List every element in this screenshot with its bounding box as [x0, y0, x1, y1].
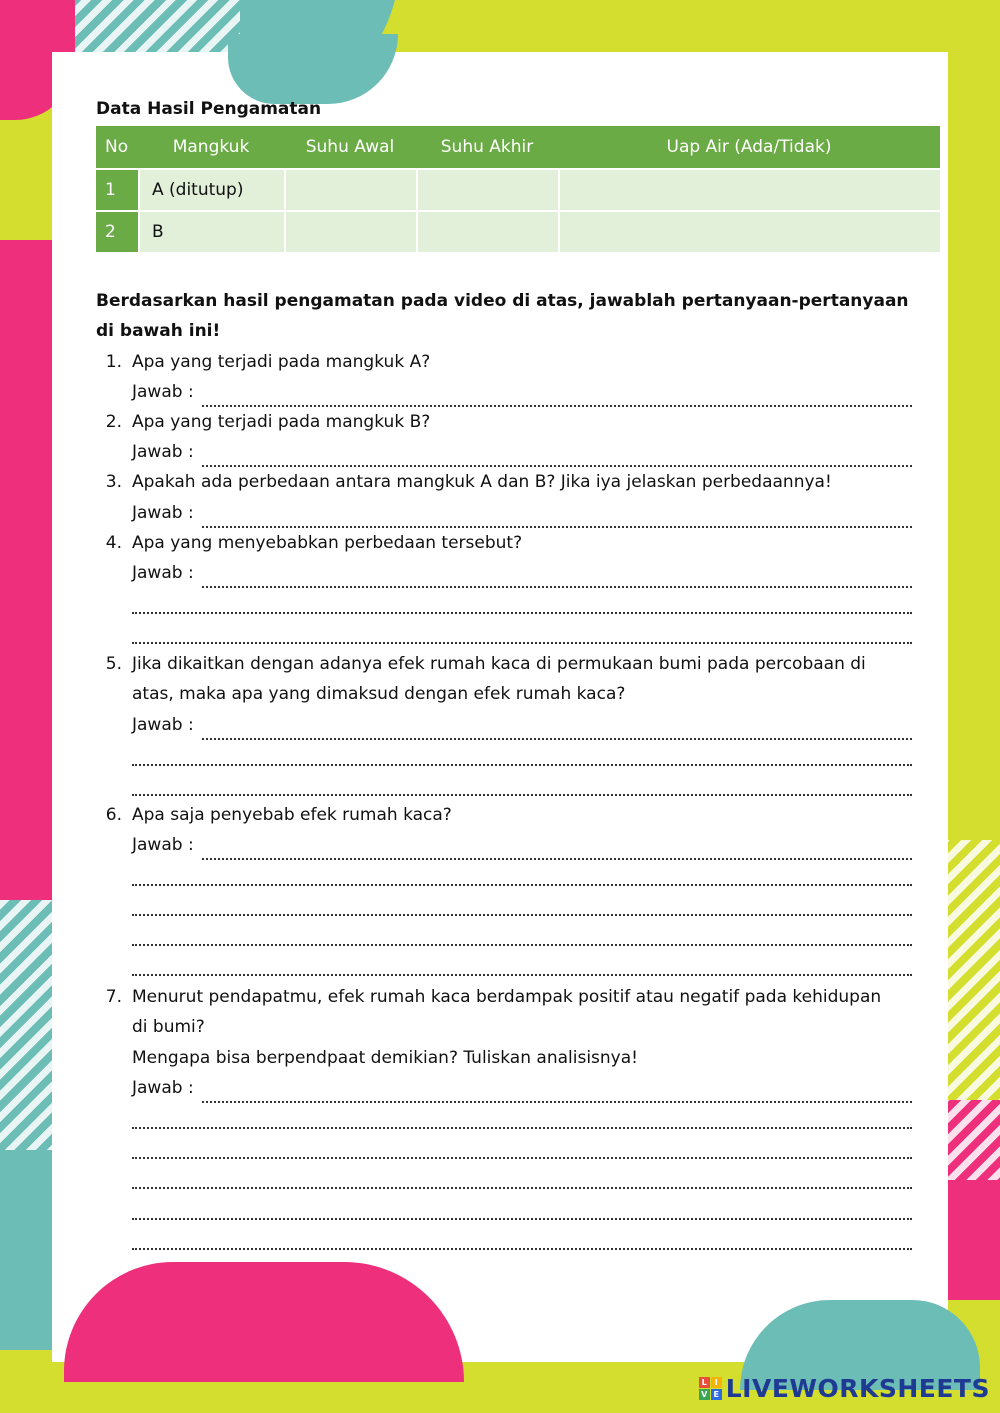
question-number: 3. [105, 472, 122, 492]
logo-mark-icon: L I V E [699, 1377, 722, 1400]
question-text: Apa saja penyebab efek rumah kaca? [132, 805, 452, 825]
answer-line[interactable] [132, 742, 912, 766]
answer-field-6[interactable] [132, 830, 912, 860]
cell-mangkuk: B [138, 210, 284, 252]
question-text: Apa yang terjadi pada mangkuk B? [132, 412, 431, 432]
answer-line[interactable] [132, 922, 912, 946]
cell-mangkuk: A (ditutup) [138, 168, 284, 210]
question-number: 1. [105, 352, 122, 372]
logo-wordmark: LIVEWORKSHEETS [725, 1374, 990, 1403]
question-number: 7. [105, 987, 122, 1007]
answer-line[interactable] [132, 892, 912, 916]
question-number: 4. [105, 533, 122, 553]
answer-line[interactable] [132, 590, 912, 614]
answer-line[interactable] [132, 1226, 912, 1250]
cell-suhu-akhir[interactable] [416, 210, 558, 252]
question-text: Apa yang terjadi pada mangkuk A? [132, 352, 431, 372]
cell-suhu-awal[interactable] [284, 210, 416, 252]
stripes-left [0, 900, 60, 1160]
answer-line[interactable] [132, 1196, 912, 1220]
liveworksheets-logo[interactable] [699, 1374, 990, 1403]
cell-no: 2 [96, 210, 138, 252]
question-text: Apa yang menyebabkan perbedaan tersebut? [132, 533, 523, 553]
cell-no: 1 [96, 168, 138, 210]
answer-line[interactable] [132, 1135, 912, 1159]
answer-label: Jawab : [132, 715, 194, 735]
header-suhu-akhir: Suhu Akhir [416, 126, 558, 168]
stripes-right-lower [940, 840, 1000, 1100]
stripes-right-pink [940, 1100, 1000, 1180]
answer-label: Jawab : [132, 382, 194, 402]
answer-line[interactable] [132, 1165, 912, 1189]
header-suhu-awal: Suhu Awal [284, 126, 416, 168]
question-number: 6. [105, 805, 122, 825]
question-text: atas, maka apa yang dimaksud dengan efek rumah kaca? [132, 684, 626, 704]
answer-field-3[interactable] [132, 498, 912, 528]
answer-line[interactable] [132, 772, 912, 796]
answer-line[interactable] [132, 952, 912, 976]
question-text: di bumi? [132, 1017, 205, 1037]
teal-blob-left-bottom [0, 1150, 60, 1350]
table-title: Data Hasil Pengamatan [96, 99, 322, 119]
question-number: 5. [105, 654, 122, 674]
question-number: 2. [105, 412, 122, 432]
answer-label: Jawab : [132, 442, 194, 462]
cell-uap-air[interactable] [558, 210, 940, 252]
table-row [96, 168, 940, 210]
table-header-row [96, 126, 940, 168]
answer-field-7[interactable] [132, 1073, 912, 1103]
question-text: Mengapa bisa berpendpaat demikian? Tuliskan analisisnya! [132, 1048, 638, 1068]
table-row [96, 210, 940, 252]
answer-label: Jawab : [132, 503, 194, 523]
answer-label: Jawab : [132, 563, 194, 583]
header-uap-air: Uap Air (Ada/Tidak) [558, 126, 940, 168]
answer-field-2[interactable] [132, 437, 912, 467]
instruction-text: Berdasarkan hasil pengamatan pada video di atas, jawablah pertanyaan-pertanyaan di bawah ini! [96, 291, 909, 341]
observation-table [96, 126, 940, 252]
answer-field-1[interactable] [132, 377, 912, 407]
question-text: Menurut pendapatmu, efek rumah kaca berdampak positif atau negatif pada kehidupan [132, 987, 882, 1007]
cell-suhu-akhir[interactable] [416, 168, 558, 210]
answer-field-5[interactable] [132, 710, 912, 740]
cell-suhu-awal[interactable] [284, 168, 416, 210]
answer-label: Jawab : [132, 1078, 194, 1098]
pink-blob-right-bottom [940, 1180, 1000, 1300]
cell-uap-air[interactable] [558, 168, 940, 210]
answer-line[interactable] [132, 862, 912, 886]
header-mangkuk: Mangkuk [138, 126, 284, 168]
question-text: Jika dikaitkan dengan adanya efek rumah kaca di permukaan bumi pada percobaan di [132, 654, 866, 674]
pink-blob-bottom [64, 1262, 464, 1382]
pink-blob-left [0, 240, 60, 900]
answer-line[interactable] [132, 1105, 912, 1129]
answer-label: Jawab : [132, 835, 194, 855]
question-text: Apakah ada perbedaan antara mangkuk A dan B? Jika iya jelaskan perbedaannya! [132, 472, 832, 492]
answer-line[interactable] [132, 620, 912, 644]
answer-field-4[interactable] [132, 558, 912, 588]
header-no: No [96, 126, 138, 168]
